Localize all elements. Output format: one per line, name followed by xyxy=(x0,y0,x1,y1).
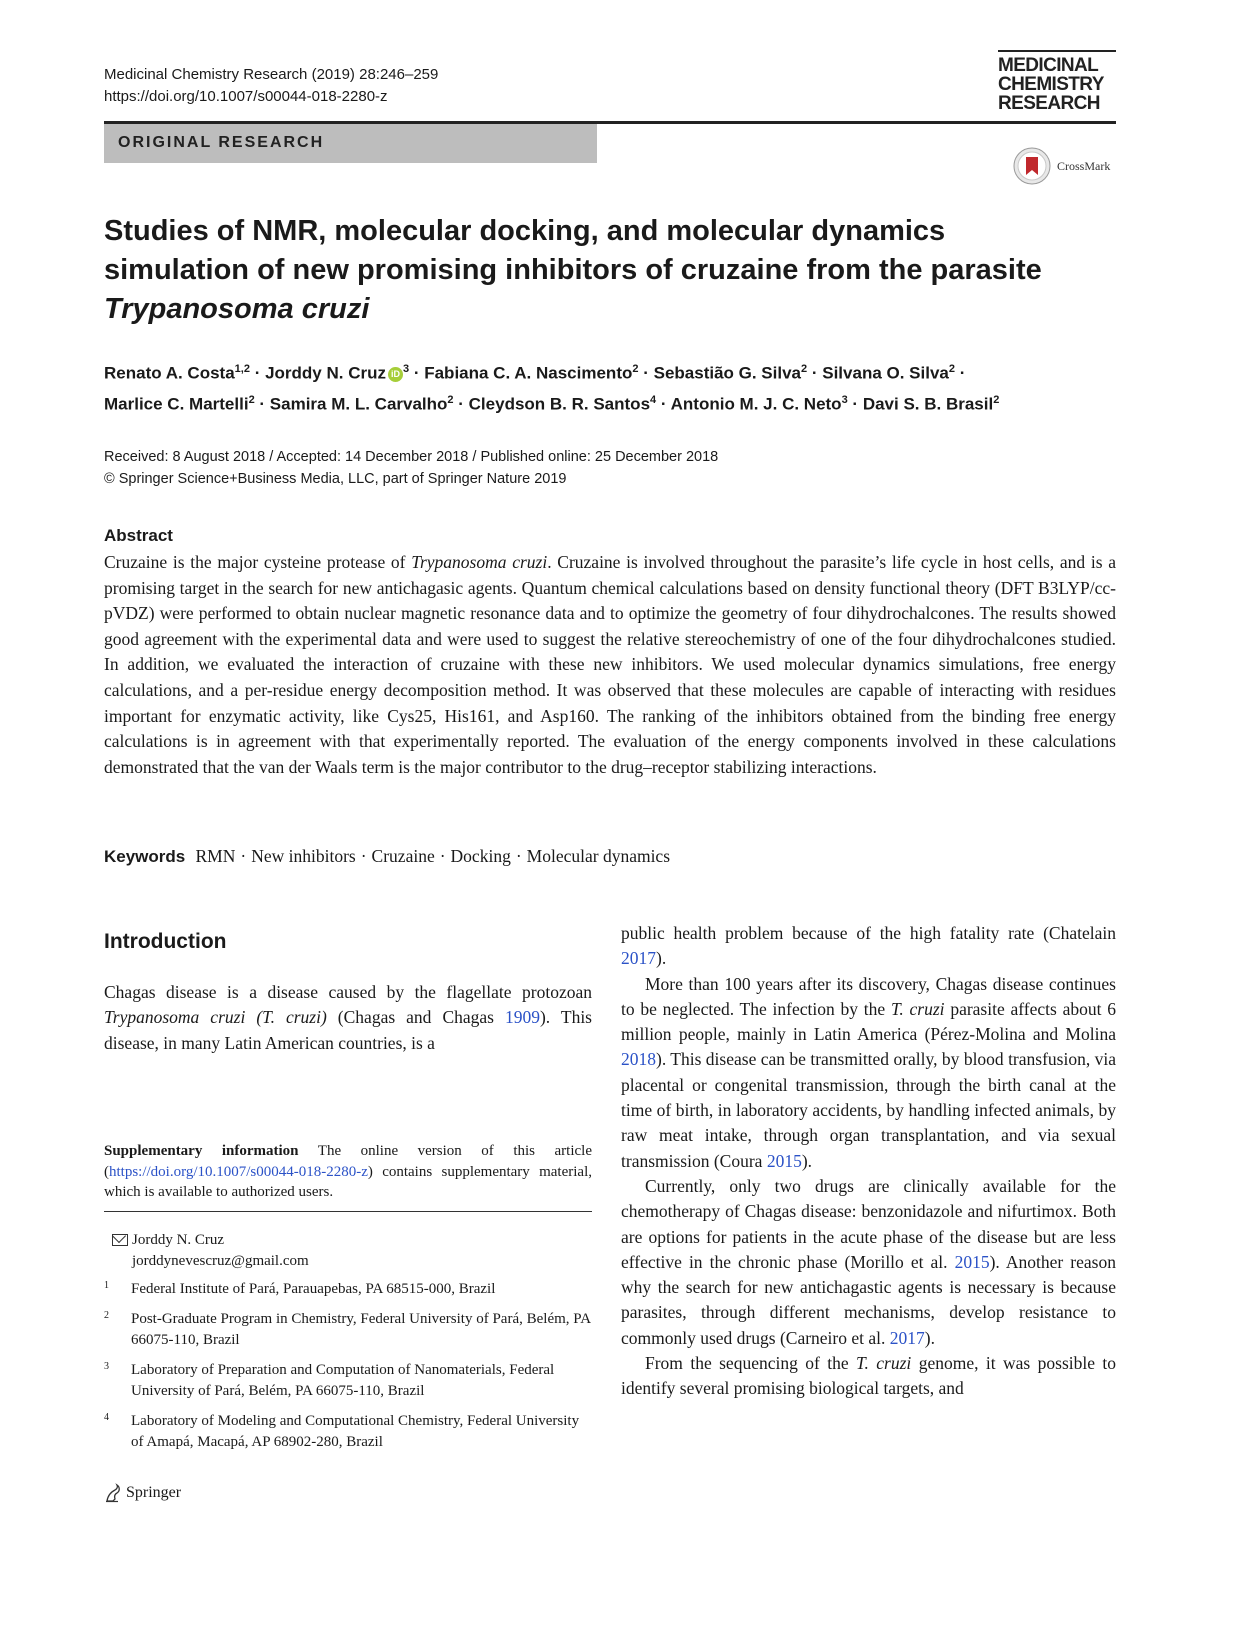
author-name: Marlice C. Martelli xyxy=(104,394,249,414)
author-affiliation-sup: 2 xyxy=(248,393,255,406)
journal-citation: Medicinal Chemistry Research (2019) 28:246–259 xyxy=(104,66,439,83)
supplementary-link[interactable]: https://doi.org/10.1007/s00044-018-2280-z xyxy=(109,1163,368,1180)
abstract-italic: Trypanosoma cruzi xyxy=(411,552,548,572)
article-type-label: ORIGINAL RESEARCH xyxy=(118,134,325,151)
text-italic: T. cruzi xyxy=(856,1353,912,1374)
author-name: Cleydson B. R. Santos xyxy=(468,394,651,414)
text-run: ). This disease can be transmitted orally, by blood transfusion, via placental or congenital transmission, through the birth canal at the time of birth, in laboratory accidents, by handling infected animals, by raw meat intake, through organ transplantation, and via sexual transmission (Coura xyxy=(621,1049,1116,1171)
publisher-name: Springer xyxy=(126,1484,182,1501)
text-run: public health problem because of the high fatality rate (Chatelain xyxy=(621,923,1116,943)
citation-link[interactable]: 2017 xyxy=(889,1327,925,1348)
article-title xyxy=(104,212,1114,329)
affiliation-number: 3 xyxy=(104,1361,109,1372)
citation-link[interactable]: 2018 xyxy=(621,1049,656,1070)
author-line-1: Renato A. Costa$^{1,2}$ · Jorddy N. Cruz iD $^3$ · Fabiana C. A. Nascimento$^2$ · Sebastião G. Silva$^2$ · Silvana O. Silva$^2$ · xyxy=(104,363,966,383)
logo-line-3: RESEARCH xyxy=(998,93,1100,114)
text-run: From the sequencing of the xyxy=(645,1353,857,1374)
keyword-item: New inhibitors xyxy=(251,846,356,866)
text-run: More than 100 years after its discovery, Chagas disease continues to be neglected. The infection by the xyxy=(621,973,1116,1019)
copyright-line: © Springer Science+Business Media, LLC, part of Springer Nature 2019 xyxy=(104,471,567,487)
affiliation-text: Post-Graduate Program in Chemistry, Federal University of Pará, Belém, PA 66075-110, Brazil xyxy=(131,1311,591,1348)
paragraph xyxy=(621,1351,1116,1402)
affiliation-item xyxy=(104,1360,594,1401)
text-italic: T. cruzi xyxy=(890,998,945,1019)
corresponding-author xyxy=(104,1230,309,1271)
affiliation-item xyxy=(104,1279,594,1300)
abstract-part: . Cruzaine is involved throughout the parasite’s life cycle in host cells, and is a promising target in the search for new antichagasic agents. Quantum chemical calculations based on density functional theory (DFT B3LYP/cc-pVDZ) were performed to obtain nuclear magnetic resonance data and to optimize the geometry of four dihydrochalcones. The results showed good agreement with the experimental data and were used to suggest the relative stereochemistry of one of the four dihydrochalcones studied. In addition, we evaluated the interaction of cruzaine with these new inhibitors. We used molecular dynamics simulations, free energy calculations, and a per-residue energy decomposition method. It was observed that these molecules are capable of interacting with residues important for enzymatic activity, like Cys25, His161, and Asp160. The ranking of the inhibitors obtained from the binding free energy calculations is in agreement with that experimentally reported. The evaluation of the energy components involved in these calculations demonstrated that the van der Waals term is the major contributor to the drug–receptor stabilizing interactions. xyxy=(104,552,1116,777)
text-run: ). xyxy=(924,1327,935,1348)
author-affiliation-sup: 2 xyxy=(801,363,808,375)
author-name: Samira M. L. Carvalho xyxy=(269,394,448,414)
supplementary-label: Supplementary information xyxy=(104,1143,299,1159)
affiliation-text: Laboratory of Preparation and Computation of Nanomaterials, Federal University of Pará, Belém, PA 66075-110, Brazil xyxy=(131,1362,555,1399)
paragraph xyxy=(621,921,1116,972)
text-run: Currently, only two drugs are clinically available for the chemotherapy of Chagas disease: benzonidazole and nifurtimox. Both are options for patients in the acute phase of the disease but are less effective in the chronic phase (Morillo et al. xyxy=(621,1175,1116,1272)
keyword-separator: · xyxy=(360,846,367,866)
keyword-separator: · xyxy=(439,846,446,866)
introduction-heading: Introduction xyxy=(104,930,227,953)
intro-right-column xyxy=(621,921,1116,1402)
crossmark-icon xyxy=(1013,147,1051,185)
author-list xyxy=(104,356,1119,417)
affiliation-text: Federal Institute of Pará, Parauapebas, PA 68515-000, Brazil xyxy=(131,1281,496,1297)
contact-name: Jorddy N. Cruz xyxy=(132,1232,225,1248)
author-affiliation-sup: 2 xyxy=(993,393,1000,406)
text-run: ) contains supplementary material, which is available to authorized users. xyxy=(104,1163,592,1200)
author-name: Renato A. Costa xyxy=(104,363,235,383)
publication-dates xyxy=(104,446,718,490)
keyword-separator: · xyxy=(240,846,247,866)
citation-link[interactable]: 1909 xyxy=(504,1007,540,1028)
title-line-2: simulation of new promising inhibitors of cruzaine from the parasite xyxy=(104,254,1042,286)
text-run: genome, it was possible to identify several promising biological targets, and xyxy=(621,1353,1117,1399)
citation-link[interactable]: 2015 xyxy=(766,1150,802,1171)
author-name: Antonio M. J. C. Neto xyxy=(670,394,842,414)
contact-email[interactable]: jorddynevescruz@gmail.com xyxy=(132,1252,309,1269)
crossmark-label: CrossMark xyxy=(1057,158,1111,173)
citation-link[interactable]: 2017 xyxy=(621,948,656,969)
supplementary-info xyxy=(104,1141,592,1203)
affiliation-number: 2 xyxy=(104,1310,109,1321)
doi-link[interactable]: https://doi.org/10.1007/s00044-018-2280-z xyxy=(104,88,388,105)
abstract-part: Cruzaine is the major cysteine protease of xyxy=(104,552,412,572)
intro-left-column xyxy=(104,980,592,1056)
keyword-item: Molecular dynamics xyxy=(526,846,671,866)
paragraph xyxy=(621,1174,1116,1351)
journal-info xyxy=(104,64,438,108)
author-name: Fabiana C. A. Nascimento xyxy=(424,363,633,383)
keywords-heading: Keywords xyxy=(104,847,186,866)
affiliation-number: 1 xyxy=(104,1280,109,1291)
text-run: ). xyxy=(801,1150,813,1171)
author-affiliation-sup: 2 xyxy=(632,363,639,375)
crossmark-badge[interactable] xyxy=(1013,147,1110,185)
affiliation-text: Laboratory of Modeling and Computational Chemistry, Federal University of Amapá, Macapá, AP 68902-280, Brazil xyxy=(131,1413,580,1450)
envelope-icon xyxy=(112,1234,128,1246)
logo-line-2: CHEMISTRY xyxy=(998,74,1104,95)
text-run: Chagas disease is a disease caused by the flagellate protozoan xyxy=(104,982,592,1002)
author-affiliation-sup: 3 xyxy=(402,363,410,375)
text-run: ). xyxy=(656,948,667,969)
title-line-1: Studies of NMR, molecular docking, and molecular dynamics xyxy=(104,215,946,247)
logo-line-1: MEDICINAL xyxy=(998,55,1099,76)
page-footer xyxy=(104,1483,181,1503)
author-affiliation-sup: 3 xyxy=(841,393,848,406)
keyword-item: Docking xyxy=(450,846,511,866)
text-italic: Trypanosoma cruzi (T. cruzi) xyxy=(104,1007,327,1028)
author-affiliation-sup: 2 xyxy=(948,363,955,375)
author-affiliation-sup: 1,2 xyxy=(234,363,250,375)
author-name: Davi S. B. Brasil xyxy=(862,394,994,414)
text-run: parasite affects about 6 million people, mainly in Latin America (Pérez-Molina and Molina xyxy=(621,998,1117,1045)
text-run: (Chagas and Chagas xyxy=(326,1007,505,1028)
title-line-3: Trypanosoma cruzi xyxy=(104,293,370,325)
keyword-separator: · xyxy=(515,846,522,866)
springer-horse-icon xyxy=(104,1483,122,1503)
text-run: ). Another reason why the search for new antichagastic agents is necessary is because parasites, through different mechanisms, develop resistance to commonly used drugs (Carneiro et al. xyxy=(621,1251,1116,1348)
keyword-item: Cruzaine xyxy=(371,846,435,866)
journal-logo xyxy=(998,50,1116,113)
text-run: The online version of this article ( xyxy=(104,1143,592,1180)
footnote-rule xyxy=(104,1211,592,1212)
author-affiliation-sup: 4 xyxy=(650,393,657,406)
keyword-item: RMN xyxy=(195,846,236,866)
text-run: ). This disease, in many Latin American countries, is a xyxy=(104,1007,592,1053)
keywords xyxy=(104,844,670,869)
affiliation-item xyxy=(104,1411,594,1452)
author-name: Jorddy N. Cruz xyxy=(265,363,386,383)
affiliation-item xyxy=(104,1309,594,1350)
author-name: Silvana O. Silva xyxy=(822,363,949,383)
author-name: Sebastião G. Silva xyxy=(653,363,802,383)
author-affiliation-sup: 2 xyxy=(447,393,454,406)
abstract-text xyxy=(104,550,1116,780)
author-line-2: Marlice C. Martelli$^2$ · Samira M. L. Carvalho$^2$ · Cleydson B. R. Santos$^4$ · Antonio M. J. C. Neto$^3$ · Davi S. B. Brasil$^2$ xyxy=(104,393,1000,414)
dates-line: Received: 8 August 2018 / Accepted: 14 December 2018 / Published online: 25 December 2018 xyxy=(104,449,719,465)
abstract-heading: Abstract xyxy=(104,526,173,545)
paragraph xyxy=(621,972,1116,1174)
orcid-icon[interactable]: iD xyxy=(388,367,403,382)
affiliation-number: 4 xyxy=(104,1412,109,1423)
citation-link[interactable]: 2015 xyxy=(954,1251,990,1272)
